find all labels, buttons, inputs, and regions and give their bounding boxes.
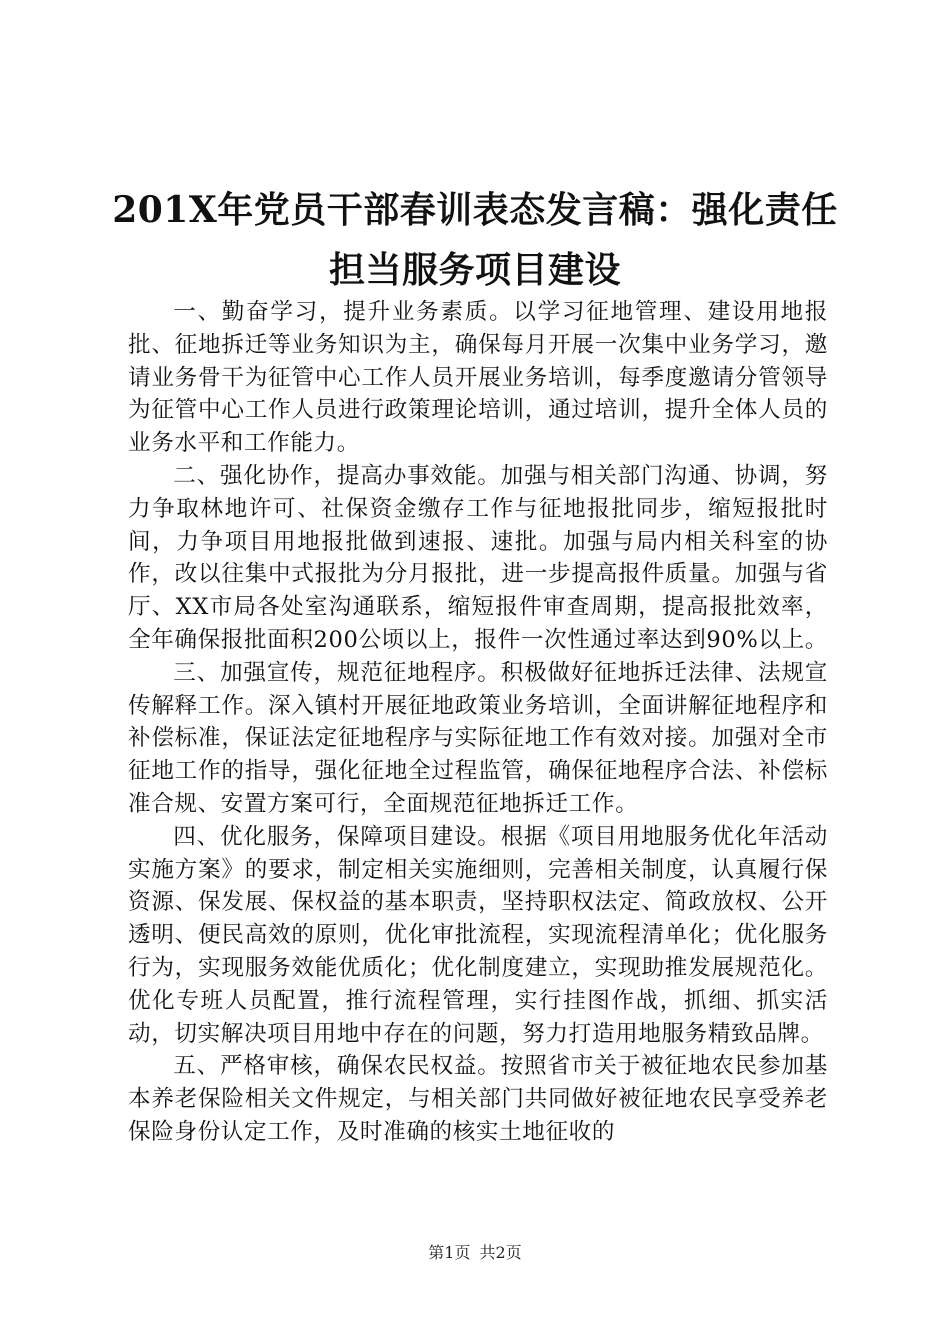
paragraph-1: 一、勤奋学习，提升业务素质。以学习征地管理、建设用地报批、征地拆迁等业务知识为主，确保每月开展一次集中业务学习，邀请业务骨干为征管中心工作人员开展业务培训，每季度邀请分管领导为征管中心工作人员进行政策理论培训，通过培训，提升全体人员的业务水平和工作能力。 bbox=[128, 299, 828, 457]
paragraph-3: 三、加强宣传，规范征地程序。积极做好征地拆迁法律、法规宣传解释工作。深入镇村开展征地政策业务培训，全面讲解征地程序和补偿标准，保证法定征地程序与实际征地工作有效对接。加强对全市征地工作的指导，强化征地全过程监管，确保征地程序合法、补偿标准合规、安置方案可行，全面规范征地拆迁工作。 bbox=[128, 659, 828, 817]
document-title bbox=[110, 183, 840, 297]
page-total: 共2页 bbox=[479, 1243, 522, 1262]
document-body bbox=[128, 296, 828, 1149]
page-footer bbox=[0, 1243, 950, 1263]
title-line-1: 201X年党员干部春训表态发言稿：强化责任 bbox=[112, 189, 838, 231]
title-line-2: 担当服务项目建设 bbox=[328, 249, 621, 291]
paragraph-5: 五、严格审核，确保农民权益。按照省市关于被征地农民参加基本养老保险相关文件规定，与相关部门共同做好被征地农民享受养老保险身份认定工作，及时准确的核实土地征收的 bbox=[128, 1053, 828, 1145]
page-number: 第1页 bbox=[428, 1243, 471, 1262]
paragraph-2: 二、强化协作，提高办事效能。加强与相关部门沟通、协调，努力争取林地许可、社保资金缴存工作与征地报批同步，缩短报批时间，力争项目用地报批做到速报、速批。加强与局内相关科室的协作，改以往集中式报批为分月报批，进一步提高报件质量。加强与省厅、XX市局各处室沟通联系，缩短报件审查周期，提高报批效率，全年确保报批面积200公顷以上，报件一次性通过率达到90%以上。 bbox=[128, 462, 828, 653]
paragraph-4: 四、优化服务，保障项目建设。根据《项目用地服务优化年活动实施方案》的要求，制定相关实施细则，完善相关制度，认真履行保资源、保发展、保权益的基本职责，坚持职权法定、简政放权、公开透明、便民高效的原则，优化审批流程，实现流程清单化；优化服务行为，实现服务效能优质化；优化制度建立，实现助推发展规范化。优化专班人员配置，推行流程管理，实行挂图作战，抓细、抓实活动，切实解决项目用地中存在的问题，努力打造用地服务精致品牌。 bbox=[128, 823, 828, 1047]
